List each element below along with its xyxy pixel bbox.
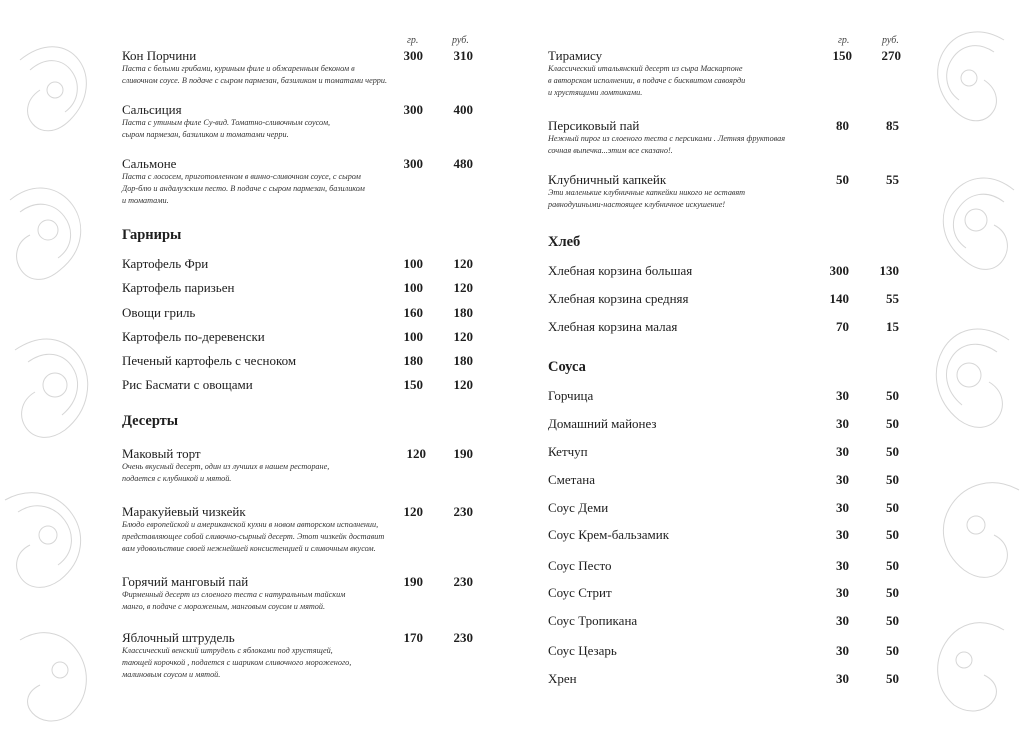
item-weight: 300	[829, 263, 849, 278]
item-weight: 120	[406, 446, 426, 461]
menu-item	[548, 558, 900, 573]
item-price: 55	[886, 291, 899, 306]
price-header: руб.	[882, 35, 899, 46]
item-name: Клубничный капкейк	[548, 172, 667, 187]
item-name: Персиковый пай	[548, 118, 640, 133]
menu-item	[122, 377, 474, 392]
price-header: руб.	[452, 35, 469, 46]
item-price: 190	[453, 446, 473, 461]
item-weight: 300	[403, 48, 423, 63]
desc-line: малиновым соусом и мятой.	[122, 670, 221, 679]
menu-item	[548, 416, 900, 431]
desc-line: Классический итальянский десерт из сыра Маскарпоне	[548, 64, 743, 73]
menu-item	[122, 280, 474, 295]
item-name: Соус Тропикана	[548, 613, 638, 628]
item-weight: 70	[836, 319, 849, 334]
item-price: 50	[886, 613, 899, 628]
item-name: Соус Цезарь	[548, 643, 617, 658]
item-description	[548, 187, 808, 211]
item-weight: 170	[403, 630, 423, 645]
item-price: 50	[886, 585, 899, 600]
desc-line: подается с клубникой и мятой.	[122, 474, 232, 483]
item-description	[122, 461, 397, 485]
menu-item	[122, 256, 474, 271]
item-weight: 50	[836, 172, 849, 187]
menu-item	[122, 305, 474, 320]
desc-line: Эти маленькие клубничные капкейки никого не оставят	[548, 188, 746, 197]
item-description	[122, 171, 397, 207]
item-description	[122, 589, 397, 613]
menu-item	[548, 613, 900, 628]
menu-item	[548, 263, 900, 278]
item-price: 130	[879, 263, 899, 278]
section-title-bread: Хлеб	[548, 234, 581, 250]
menu-item	[122, 329, 474, 344]
item-name: Соус Деми	[548, 500, 609, 515]
item-price: 400	[453, 102, 473, 117]
item-price: 85	[886, 118, 899, 133]
item-name: Соус Стрит	[548, 585, 612, 600]
desc-line: и хрустящими ломтиками.	[548, 88, 643, 97]
item-price: 120	[453, 377, 473, 392]
item-description	[122, 63, 397, 87]
item-name: Соус Песто	[548, 558, 612, 573]
item-price: 50	[886, 558, 899, 573]
desc-line: равнодушными-настоящее клубничное искушение!	[548, 200, 726, 209]
item-weight: 150	[403, 377, 423, 392]
item-name: Горчица	[548, 388, 594, 403]
desc-line: вам удовольствие своей нежнейшей консистенцией и сливочным вкусом.	[122, 544, 376, 553]
item-price: 50	[886, 416, 899, 431]
menu-column-right	[548, 0, 900, 731]
item-description	[122, 645, 397, 681]
item-name: Соус Крем-бальзамик	[548, 527, 670, 542]
item-weight: 100	[403, 256, 423, 271]
item-price: 120	[453, 329, 473, 344]
item-name: Сальсиция	[122, 102, 182, 117]
menu-item	[548, 500, 900, 515]
item-weight: 80	[836, 118, 849, 133]
item-weight: 300	[403, 156, 423, 171]
item-weight: 30	[836, 472, 849, 487]
menu-item	[548, 388, 900, 403]
item-weight: 30	[836, 613, 849, 628]
item-weight: 30	[836, 416, 849, 431]
menu-column-left	[122, 0, 502, 731]
item-price: 480	[453, 156, 473, 171]
item-price: 50	[886, 671, 899, 686]
item-weight: 100	[403, 280, 423, 295]
paisley-pattern-right	[909, 0, 1024, 731]
item-name: Сальмоне	[122, 156, 177, 171]
desc-line: и томатами.	[122, 196, 169, 205]
desc-line: Фирменный десерт из слоеного теста с натуральным тайским	[122, 590, 346, 599]
item-name: Горячий манговый пай	[122, 574, 249, 589]
item-weight: 160	[403, 305, 423, 320]
item-price: 120	[453, 280, 473, 295]
item-name: Хлебная корзина средняя	[548, 291, 689, 306]
desc-line: тающей корочкой , подается с шариком сливочного мороженого,	[122, 658, 352, 667]
item-name: Овощи гриль	[122, 305, 196, 320]
item-price: 50	[886, 444, 899, 459]
item-name: Маковый торт	[122, 446, 201, 461]
desc-line: Паста с утиным филе Су-вид. Томатно-сливочным соусом,	[122, 118, 331, 127]
desc-line: Паста с белыми грибами, куриным филе и обжаренным беконом в	[122, 64, 355, 73]
desc-line: сливочном соусе. В подаче с сыром пармезан, базиликом и томатами черри.	[122, 76, 388, 85]
item-weight: 180	[403, 353, 423, 368]
item-price: 15	[886, 319, 899, 334]
item-name: Хлебная корзина большая	[548, 263, 693, 278]
desc-line: сыром пармезан, базиликом и томатами черри.	[122, 130, 289, 139]
desc-line: Блюдо европейской и американской кухни в новом авторском исполнении,	[122, 520, 379, 529]
item-price: 270	[881, 48, 901, 63]
item-weight: 30	[836, 643, 849, 658]
section-title-sauces: Соуса	[548, 359, 586, 375]
desc-line: Паста с лососем, приготовленном в винно-сливочном соусе, с сыром	[122, 172, 361, 181]
item-weight: 120	[403, 504, 423, 519]
item-name: Хрен	[548, 671, 577, 686]
item-price: 230	[453, 504, 473, 519]
item-name: Картофель Фри	[122, 256, 209, 271]
item-name: Кетчуп	[548, 444, 588, 459]
weight-header: гр.	[407, 35, 419, 46]
menu-item	[548, 291, 900, 306]
item-weight: 300	[403, 102, 423, 117]
item-weight: 30	[836, 527, 849, 542]
item-price: 50	[886, 472, 899, 487]
item-name: Картофель по-деревенски	[122, 329, 265, 344]
item-description	[548, 63, 808, 99]
item-name: Картофель паризьен	[122, 280, 235, 295]
desc-line: сочная выпечка...этим все сказано!.	[548, 146, 673, 155]
item-weight: 140	[829, 291, 849, 306]
menu-item	[548, 444, 900, 459]
desc-line: Дор-блю и андалузским песто. В подаче с сыром пармезан, базиликом	[122, 184, 365, 193]
item-weight: 100	[403, 329, 423, 344]
item-name: Рис Басмати с овощами	[122, 377, 253, 392]
desc-line: в авторском исполнении, в подаче с бисквитом савоярди	[548, 76, 746, 85]
menu-item	[548, 319, 900, 334]
menu-item	[548, 643, 900, 658]
item-weight: 190	[403, 574, 423, 589]
item-price: 50	[886, 527, 899, 542]
item-description	[122, 117, 397, 141]
item-name: Тирамису	[548, 48, 603, 63]
item-price: 230	[453, 630, 473, 645]
item-price: 310	[453, 48, 473, 63]
item-price: 180	[453, 305, 473, 320]
menu-item	[122, 353, 474, 368]
item-weight: 30	[836, 444, 849, 459]
item-name: Хлебная корзина малая	[548, 319, 678, 334]
item-price: 50	[886, 500, 899, 515]
item-name: Печеный картофель с чесноком	[122, 353, 297, 368]
menu-item	[548, 472, 900, 487]
desc-line: манго, в подаче с мороженым, манговым соусом и мятой.	[122, 602, 326, 611]
item-price: 180	[453, 353, 473, 368]
item-name: Домашний майонез	[548, 416, 657, 431]
menu-item	[548, 585, 900, 600]
item-name: Кон Порчини	[122, 48, 197, 63]
item-name: Маракуйевый чизкейк	[122, 504, 246, 519]
item-price: 50	[886, 643, 899, 658]
item-name: Яблочный штрудель	[122, 630, 235, 645]
item-weight: 30	[836, 388, 849, 403]
item-weight: 30	[836, 558, 849, 573]
desc-line: Классический венский штрудель с яблоками под хрустящей,	[122, 646, 333, 655]
menu-item	[548, 527, 900, 542]
item-description	[122, 519, 397, 555]
section-title-garnish: Гарниры	[122, 227, 182, 243]
desc-line: Нежный пирог из слоеного теста с персиками . Летняя фруктовая	[548, 134, 786, 143]
section-title-desserts: Десерты	[122, 413, 179, 429]
item-price: 55	[886, 172, 899, 187]
item-weight: 150	[832, 48, 852, 63]
item-price: 120	[453, 256, 473, 271]
weight-header: гр.	[838, 35, 850, 46]
menu-item	[548, 671, 900, 686]
desc-line: представляющее собой сливочно-сырный десерт. Этот чизкейк доставит	[122, 532, 385, 541]
item-description	[548, 133, 818, 157]
item-price: 50	[886, 388, 899, 403]
item-weight: 30	[836, 585, 849, 600]
item-name: Сметана	[548, 472, 596, 487]
paisley-pattern-left	[0, 0, 115, 731]
item-weight: 30	[836, 671, 849, 686]
item-weight: 30	[836, 500, 849, 515]
item-price: 230	[453, 574, 473, 589]
desc-line: Очень вкусный десерт, один из лучших в нашем ресторане,	[122, 462, 330, 471]
